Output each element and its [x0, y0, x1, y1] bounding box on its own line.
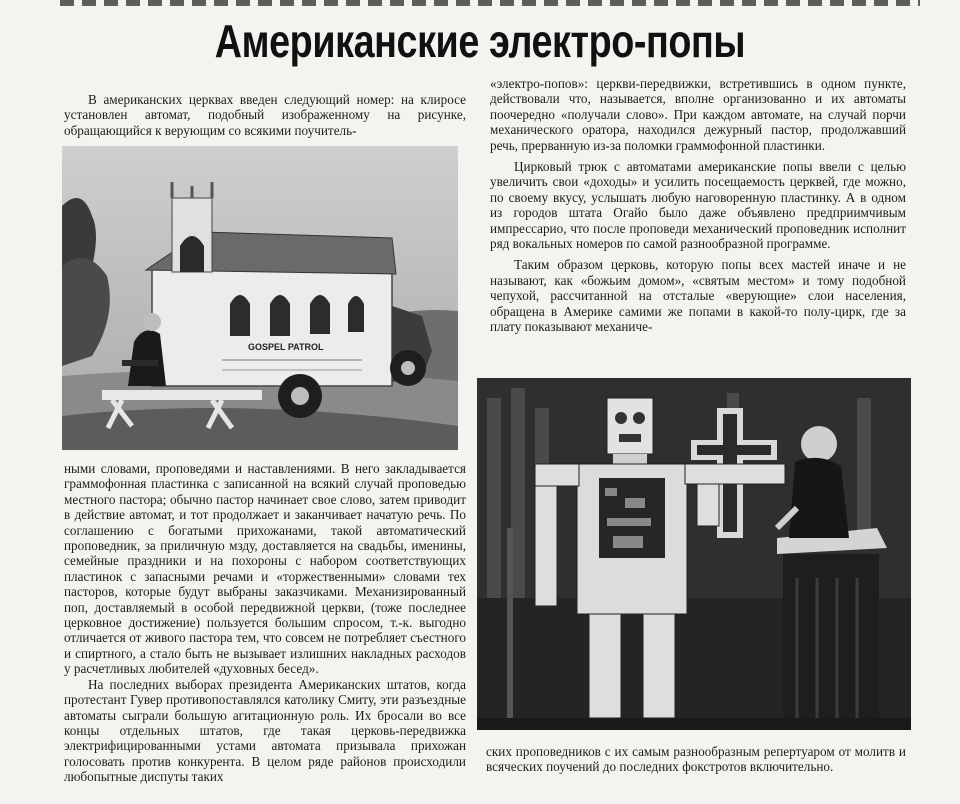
right-paragraph-4: ских проповедников с их самым разнообразным репертуаром от молитв и всяческих поучений до последних фокстротов включительно. — [486, 744, 906, 775]
robot-preacher-illustration — [477, 378, 911, 730]
top-border-strip — [60, 0, 920, 6]
right-column-bottom — [486, 744, 906, 775]
intro-paragraph: В американских церквах введен следующий номер: на клиросе установлен автомат, подобный изображенному на рисунке, обращающийся к верующим со всякими поучитель- — [64, 92, 466, 138]
mobile-church-illustration — [62, 146, 458, 450]
photo-robot-preacher — [477, 378, 911, 730]
body-paragraph-1: ными словами, проповедями и наставлениями. В него закладывается граммофонная пластинка с записанной на всякий случай проповедью местного пастора; обычно пастор начинает свое слово, затем приводит в действие автомат, и тот продолжает и заканчивает начатую речь. По соглашению с богатыми прихожанами, такой автоматический проповедник, за приличную мзду, доставляется на свадьбы, именины, семейные праздники и на похороны с набором соответствующих пластинок с запасными речами и «торжественными» словами тех пасторов, которые будут выбраны заказчиками. Механизированный поп, доставляемый в особой передвижной церкви, (тоже последнее церковное достижение) пользуется большим спросом, т.-к. выгодно отличается от живого пастора тем, что совсем не потребляет съестного и спиртного, а стало быть не вызывает излишних накладных расходов у расчетливых любителей «духовных бесед». — [64, 461, 466, 677]
photo-mobile-church — [62, 146, 458, 450]
right-paragraph-3: Таким образом церковь, которую попы всех мастей иначе и не называют, как «божьим домом», «святым местом» и тому подобной чепухой, рассчитанной на отсталые «верующие» слои населения, обращена в Америке самими же попами в какой-то полу-цирк, где за плату показывают механиче- — [490, 257, 906, 335]
left-column-intro — [64, 92, 466, 138]
right-paragraph-2: Цирковый трюк с автоматами американские попы ввели с целью увеличить свои «доходы» и усилить посещаемость церквей, где можно, по своему вкусу, услышать любую наговоренную пластинку. А в одном из городов штата Огайо было даже объявлено предприимчивым импрессарио, что после проповеди механический проповедник исполнит ряд вокальных номеров по самой разнообразной программе. — [490, 159, 906, 252]
article-headline: Американские электро-попы — [214, 15, 746, 67]
left-column-body — [64, 461, 466, 785]
right-column-text — [490, 76, 906, 335]
body-paragraph-2: На последних выборах президента Американских штатов, когда протестант Гувер противопоставлялся католику Смиту, эти разъездные автоматы сыграли большую агитационную роль. Их бросали во все концы отдельных штатов, где такая церковь-передвижка электрифицированными устами автомата призывала прихожан голосовать против конкурента. В целом ряде районов происходили любопытные диспуты таких — [64, 676, 466, 785]
church-sign-text: GOSPEL PATROL — [248, 342, 324, 352]
right-paragraph-1: «электро-попов»: церкви-передвижки, встретившись в одном пункте, действовали что, называется, вполне организованно и их автоматы поочередно «получали слово». При каждом автомате, на случай порчи механического оратора, находился дежурный пастор, продолжавший речь, прерванную из-за поломки граммофонной пластинки. — [490, 76, 906, 153]
